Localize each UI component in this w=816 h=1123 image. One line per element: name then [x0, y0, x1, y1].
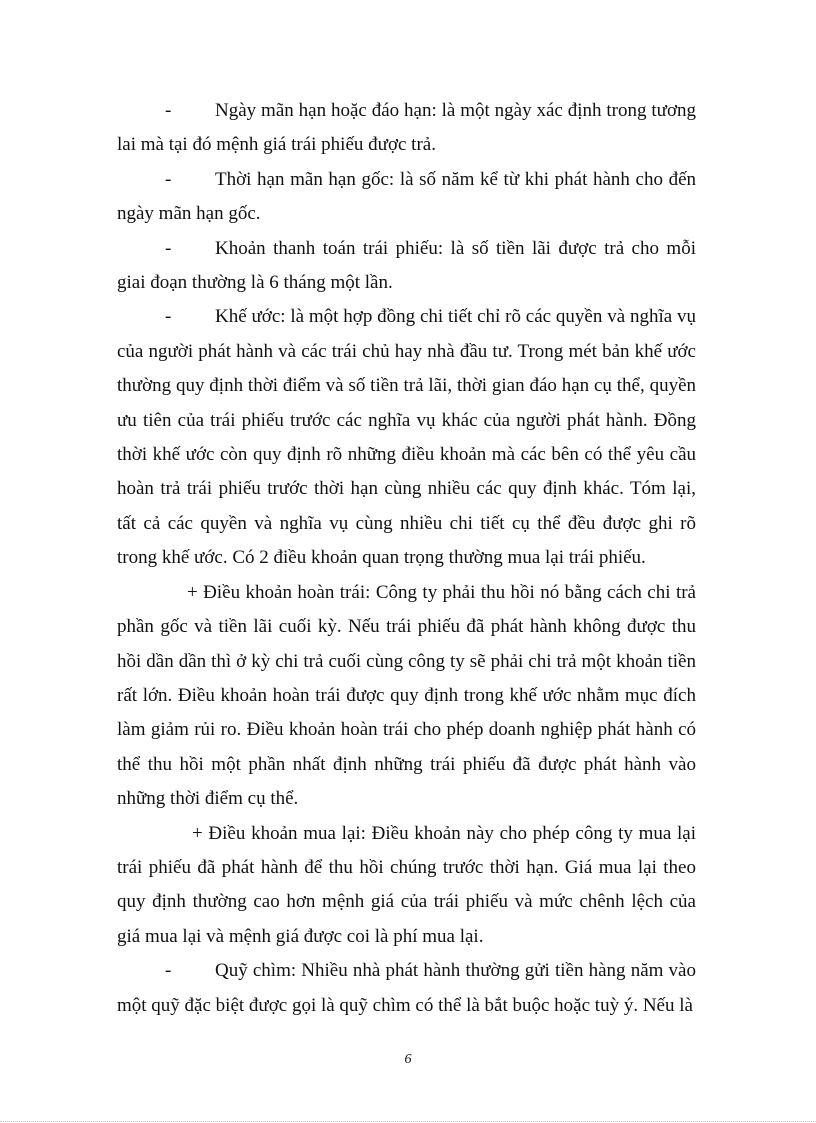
paragraph-text: + Điều khoản mua lại: Điều khoản này cho phép công ty mua lại trái phiếu đã phát hành để thu hồi chúng trước thời hạn. Giá mua lại theo quy định thường cao hơn mệnh giá của trái phiếu và mức chênh lệch của giá mua lại và mệnh giá được coi là phí mua lại. [117, 822, 696, 947]
paragraph-indenture [117, 300, 696, 575]
document-body [117, 94, 696, 1023]
paragraph-original-maturity [117, 163, 696, 232]
paragraph-text: Thời hạn mãn hạn gốc: là số năm kể từ khi phát hành cho đến ngày mãn hạn gốc. [117, 168, 696, 225]
paragraph-maturity-date [117, 94, 696, 163]
paragraph-sinking-clause [117, 576, 696, 817]
paragraph-text: Quỹ chìm: Nhiều nhà phát hành thường gửi tiền hàng năm vào một quỹ đặc biệt được gọi là quỹ chìm có thể là bắt buộc hoặc tuỳ ý. Nếu là [117, 960, 696, 1016]
paragraph-text: Khế ước: là một hợp đồng chi tiết chỉ rõ các quyền và nghĩa vụ của người phát hành và các trái chủ hay nhà đầu tư. Trong mét bản khế ước thường quy định thời điểm và số tiền trả lãi, thời gian đáo hạn cụ thể, quyền ưu tiên của trái phiếu trước các nghĩa vụ khác của người phát hành. Đồng thời khế ước còn quy định rõ những điều khoản mà các bên có thể yêu cầu hoàn trả trái phiếu trước thời hạn cùng nhiều các quy định khác. Tóm lại, tất cả các quyền và nghĩa vụ cùng nhiều chi tiết cụ thể đều được ghi rõ trong khế ước. Có 2 điều khoản quan trọng thường mua lại trái phiếu. [117, 306, 696, 569]
page-number: 6 [404, 1052, 412, 1067]
paragraph-call-clause [117, 817, 696, 955]
bullet-dash: - [165, 100, 172, 121]
paragraph-text: + Điều khoản hoàn trái: Công ty phải thu hồi nó bằng cách chi trả phần gốc và tiền lãi cuối kỳ. Nếu trái phiếu đã phát hành không được thu hồi dần dần thì ở kỳ chi trả cuối cùng công ty sẽ phải chi trả một khoản tiền rất lớn. Điều khoản hoàn trái được quy định trong khế ước nhằm mục đích làm giảm rủi ro. Điều khoản hoàn trái cho phép doanh nghiệp phát hành có thể thu hồi một phần nhất định những trái phiếu đã được phát hành vào những thời điểm cụ thể. [117, 581, 696, 810]
paragraph-coupon-payment [117, 232, 696, 301]
bullet-dash: - [165, 306, 172, 328]
paragraph-sinking-fund [117, 954, 696, 1023]
bullet-dash: - [165, 960, 172, 982]
bullet-dash: - [165, 237, 172, 259]
paragraph-text: Khoản thanh toán trái phiếu: là số tiền lãi được trả cho mỗi giai đoạn thường là 6 tháng một lần. [117, 237, 696, 294]
page-bottom-divider [0, 1121, 816, 1122]
bullet-dash: - [165, 168, 172, 190]
paragraph-text: Ngày mãn hạn hoặc đáo hạn: là một ngày xác định trong tương lai mà tại đó mệnh giá trái phiếu được trả. [117, 100, 696, 156]
